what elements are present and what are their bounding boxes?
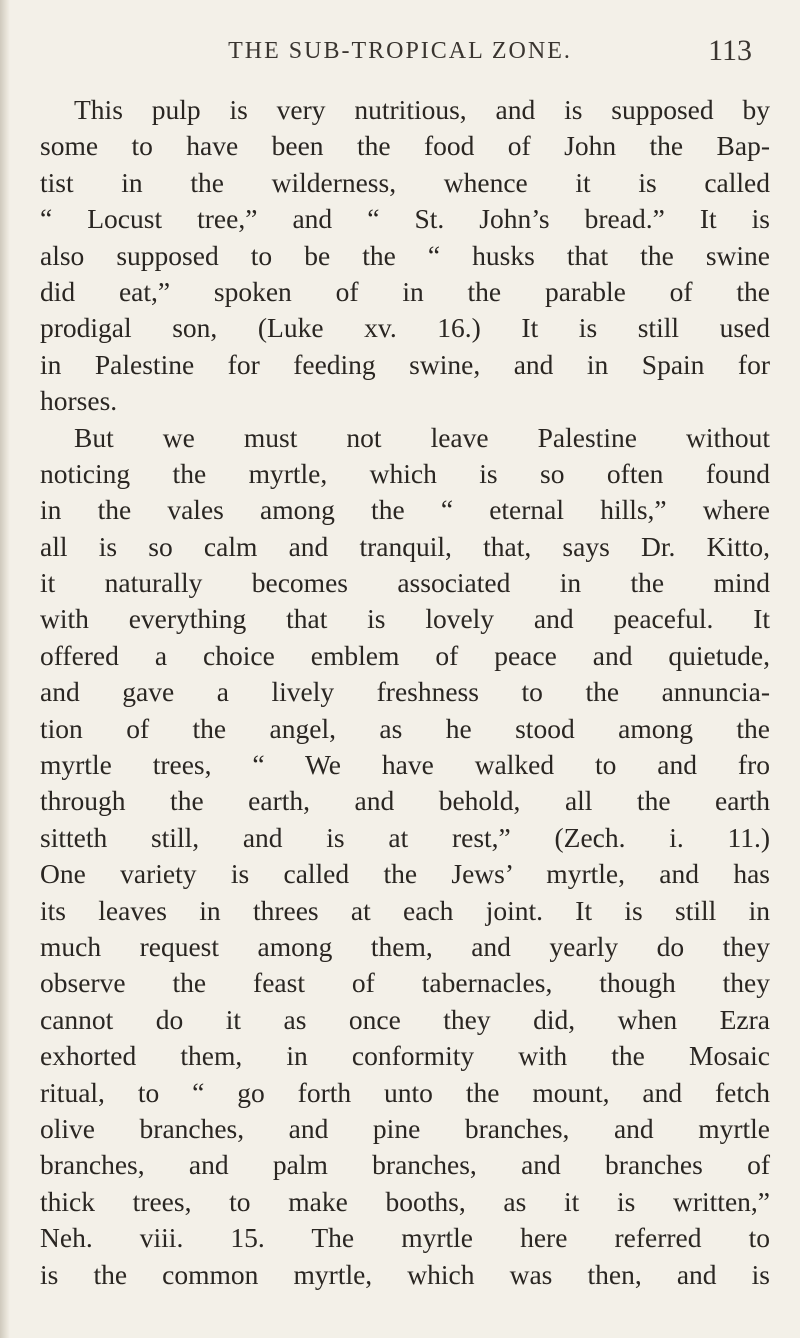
text-line: is the common myrtle, which was then, and is <box>40 1258 770 1290</box>
page-header <box>0 34 800 74</box>
text-line: with everything that is lovely and peaceful. It <box>40 603 770 635</box>
text-line: sitteth still, and is at rest,” (Zech. i. 11.) <box>40 821 770 853</box>
page-binding-edge <box>0 0 10 1338</box>
page-number: 113 <box>708 34 752 67</box>
text-line: also supposed to be the “ husks that the swine <box>40 239 770 271</box>
text-line: ritual, to “ go forth unto the mount, and fetch <box>40 1076 770 1108</box>
running-head: THE SUB-TROPICAL ZONE. <box>228 38 572 64</box>
text-line: This pulp is very nutritious, and is supposed by <box>74 94 770 125</box>
text-line: it naturally becomes associated in the mind <box>40 567 770 599</box>
text-line: much request among them, and yearly do they <box>40 930 770 962</box>
text-line: in the vales among the “ eternal hills,” where <box>40 494 770 526</box>
text-line: prodigal son, (Luke xv. 16.) It is still used <box>40 312 770 344</box>
text-line: But we must not leave Palestine without <box>74 421 770 453</box>
text-line: through the earth, and behold, all the earth <box>40 785 770 817</box>
body-text <box>40 92 770 1293</box>
text-line: tist in the wilderness, whence it is called <box>40 166 770 198</box>
text-line: branches, and palm branches, and branches of <box>40 1149 770 1181</box>
text-line: cannot do it as once they did, when Ezra <box>40 1003 770 1035</box>
text-line: noticing the myrtle, which is so often found <box>40 457 770 489</box>
text-line: offered a choice emblem of peace and quietude, <box>40 639 770 671</box>
text-line: did eat,” spoken of in the parable of the <box>40 275 770 307</box>
text-line: all is so calm and tranquil, that, says Dr. Kitto, <box>40 530 770 562</box>
text-line: in Palestine for feeding swine, and in Spain for <box>40 348 770 380</box>
text-line: Neh. viii. 15. The myrtle here referred to <box>40 1222 770 1254</box>
text-line: its leaves in threes at each joint. It is still in <box>40 894 770 926</box>
text-line: olive branches, and pine branches, and myrtle <box>40 1112 770 1144</box>
text-line: horses. <box>40 385 118 417</box>
text-line: tion of the angel, as he stood among the <box>40 712 770 744</box>
text-line: One variety is called the Jews’ myrtle, and has <box>40 858 770 890</box>
text-line: thick trees, to make booths, as it is written,” <box>40 1185 770 1217</box>
text-line: exhorted them, in conformity with the Mosaic <box>40 1040 770 1072</box>
text-line: myrtle trees, “ We have walked to and fro <box>40 749 770 781</box>
text-line: and gave a lively freshness to the annuncia- <box>40 676 770 708</box>
text-line: observe the feast of tabernacles, though they <box>40 967 770 999</box>
text-line: some to have been the food of John the Bap- <box>40 130 770 162</box>
text-line: “ Locust tree,” and “ St. John’s bread.” It is <box>40 203 770 235</box>
